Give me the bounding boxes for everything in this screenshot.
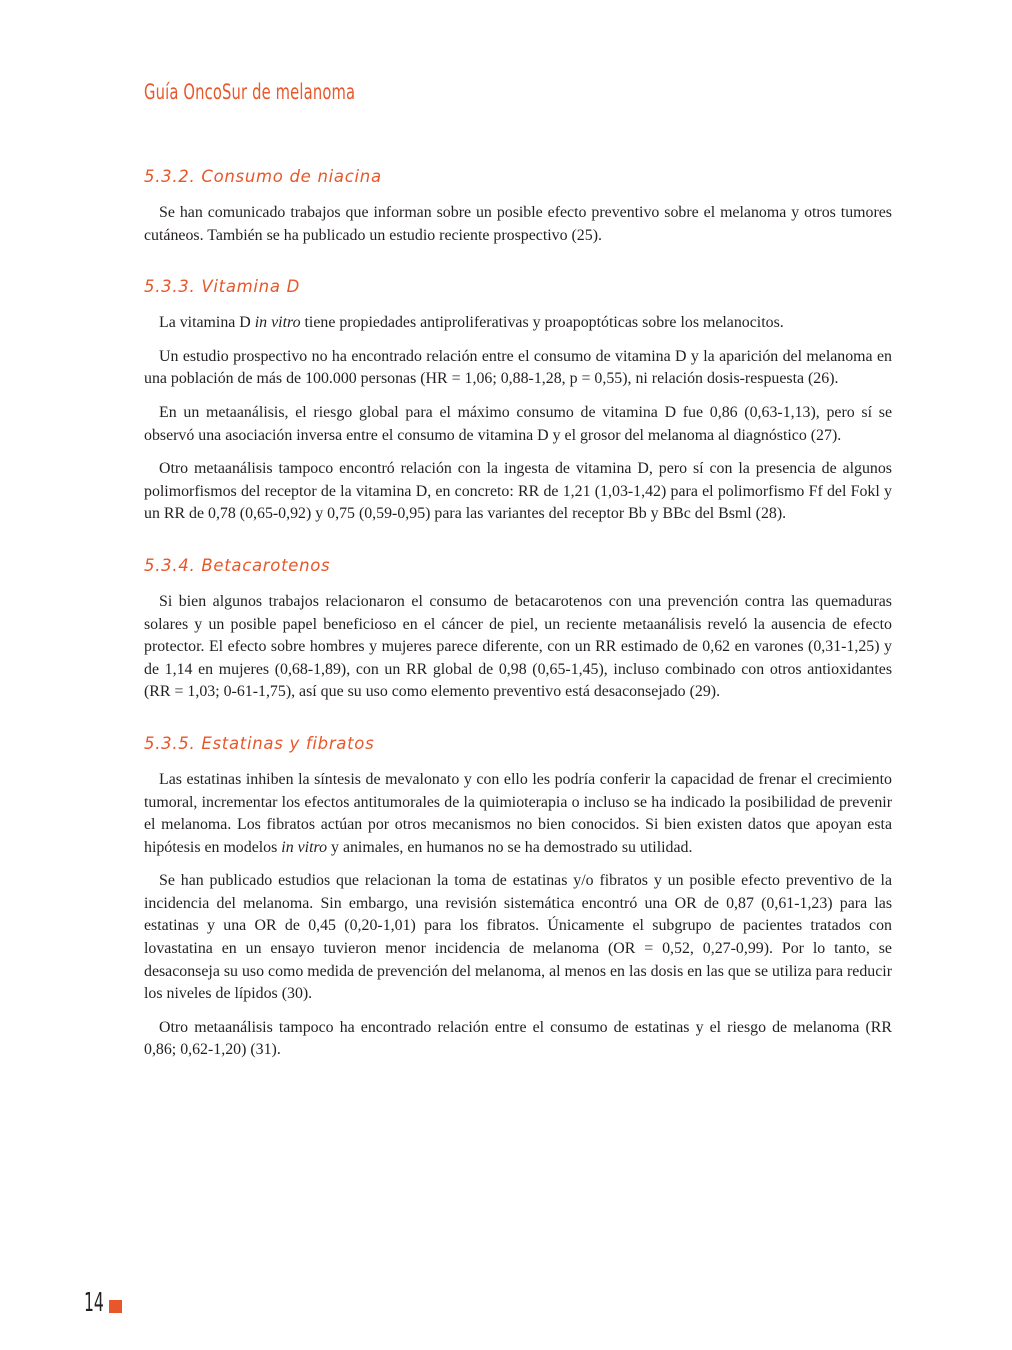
- paragraph: Si bien algunos trabajos relacionaron el consumo de betacarotenos con una prevención contra las quemaduras solares y un posible papel beneficioso en el cáncer de piel, un reciente metaanálisis reveló la ausencia de efecto protector. El efecto sobre hombres y mujeres parece diferente, con un RR estimado de 0,62 en varones (0,31-1,25) y de 1,14 en mujeres (0,68-1,89), con un RR global de 0,98 (0,65-1,45), incluso combinado con otros antioxidantes (RR = 1,03; 0-61-1,75), así que su uso como elemento preventivo está desaconsejado (29).: [144, 592, 892, 701]
- paragraph: Un estudio prospectivo no ha encontrado relación entre el consumo de vitamina D y la aparición del melanoma en una población de más de 100.000 personas (HR = 1,06; 0,88-1,28, p = 0,55), ni relación dosis-respuesta (26).: [144, 347, 892, 388]
- italic-term: in vitro: [254, 314, 301, 332]
- paragraph-text: y animales, en humanos no se ha demostrado su utilidad.: [327, 838, 693, 856]
- folio-square-icon: [109, 1300, 122, 1313]
- paragraph: [144, 312, 892, 335]
- section-heading: 5.3.5. Estatinas y fibratos: [144, 733, 375, 753]
- section-vitamina-d: [144, 274, 892, 526]
- italic-term: in vitro: [281, 838, 328, 856]
- section-heading: 5.3.4. Betacarotenos: [144, 555, 331, 575]
- section-betacarotenos: [144, 553, 892, 704]
- page-number: 14: [84, 1288, 104, 1318]
- page-body: [144, 164, 892, 1062]
- paragraph-text: Las estatinas inhiben la síntesis de mevalonato y con ello les podría conferir la capacidad de frenar el crecimiento tumoral, incrementar los efectos antitumorales de la quimioterapia o incluso se ha indicado la posibilidad de prevenir el melanoma. Los fibratos actúan por otros mecanismos no bien conocidos. Si bien existen datos que apoyan esta hipótesis en modelos: [144, 770, 892, 856]
- page-folio: [84, 1288, 122, 1318]
- paragraph: En un metaanálisis, el riesgo global para el máximo consumo de vitamina D fue 0,86 (0,63-1,13), pero sí se observó una asociación inversa entre el consumo de vitamina D y el grosor del melanoma al diagnóstico (27).: [144, 403, 892, 444]
- paragraph: Otro metaanálisis tampoco ha encontrado relación entre el consumo de estatinas y el riesgo de melanoma (RR 0,86; 0,62-1,20) (31).: [144, 1018, 892, 1059]
- running-header: Guía OncoSur de melanoma: [144, 80, 356, 104]
- section-estatinas: [144, 731, 892, 1062]
- paragraph: Otro metaanálisis tampoco encontró relación con la ingesta de vitamina D, pero sí con la presencia de algunos polimorfismos del receptor de la vitamina D, en concreto: RR de 1,21 (1,03-1,42) para el polimorfismo Ff del Fokl y un RR de 0,78 (0,65-0,92) y 0,75 (0,59-0,95) para las variantes del receptor Bb y BBc del Bsml (28).: [144, 460, 892, 523]
- paragraph: Se han publicado estudios que relacionan la toma de estatinas y/o fibratos y un posible efecto preventivo de la incidencia del melanoma. Sin embargo, una revisión sistemática encontró una OR de 0,87 (0,61-1,23) para las estatinas y una OR de 0,45 (0,20-1,01) para los fibratos. Únicamente el subgrupo de pacientes tratados con lovastatina en un ensayo tuvieron menor incidencia de melanoma (OR = 0,52, 0,27-0,99). Por lo tanto, se desaconseja su uso como medida de prevención del melanoma, al menos en las dosis en las que se utiliza para reducir los niveles de lípidos (30).: [144, 872, 892, 1003]
- section-heading: 5.3.3. Vitamina D: [144, 277, 301, 297]
- section-niacina: [144, 164, 892, 247]
- paragraph-text: La vitamina D: [159, 314, 255, 332]
- paragraph: [144, 769, 892, 859]
- paragraph: Se han comunicado trabajos que informan sobre un posible efecto preventivo sobre el melanoma y otros tumores cutáneos. También se ha publicado un estudio reciente prospectivo (25).: [144, 204, 892, 244]
- section-heading: 5.3.2. Consumo de niacina: [144, 167, 382, 186]
- paragraph-text: tiene propiedades antiproliferativas y proapoptóticas sobre los melanocitos.: [300, 314, 784, 332]
